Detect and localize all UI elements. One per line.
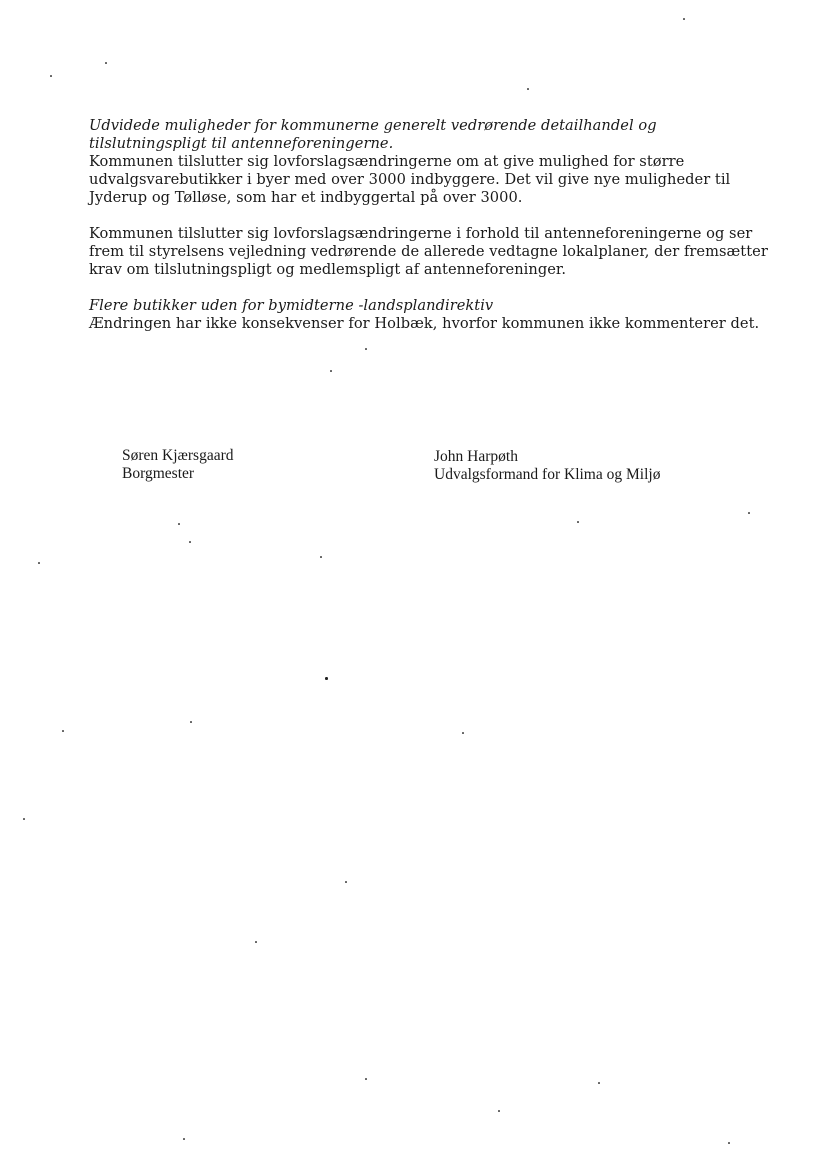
paragraph: Kommunen tilslutter sig lovforslagsændringerne i forhold til antenneforeningerne og ser frem til styrelsens vejledning vedrørende de allerede vedtagne lokalplaner, der fremsætter krav om tilslutningspligt og medlemspligt af antenneforeninger. <box>89 225 768 278</box>
signatory-title: Borgmester <box>122 465 195 482</box>
section-landsplandirektiv <box>89 297 769 333</box>
signatory-name: Søren Kjærsgaard <box>122 447 234 464</box>
section-heading: Udvidede muligheder for kommunerne generelt vedrørende detailhandel og tilslutningspligt til antenneforeningerne. <box>89 117 657 152</box>
signature-block-left <box>122 447 234 483</box>
section-detailhandel <box>89 117 769 279</box>
paragraph: Ændringen har ikke konsekvenser for Holbæk, hvorfor kommunen ikke kommenterer det. <box>89 315 760 332</box>
signature-block-right <box>434 448 660 484</box>
paragraph: Kommunen tilslutter sig lovforslagsændringerne om at give mulighed for større udvalgsvarebutikker i byer med over 3000 indbyggere. Det vil give nye muligheder til Jyderup og Tølløse, som har et indbyggertal på over 3000. <box>89 153 731 206</box>
letter-body <box>89 117 769 333</box>
signatory-name: John Harpøth <box>434 448 518 465</box>
signatory-title: Udvalgsformand for Klima og Miljø <box>434 466 661 483</box>
section-heading: Flere butikker uden for bymidterne -landsplandirektiv <box>89 297 494 314</box>
